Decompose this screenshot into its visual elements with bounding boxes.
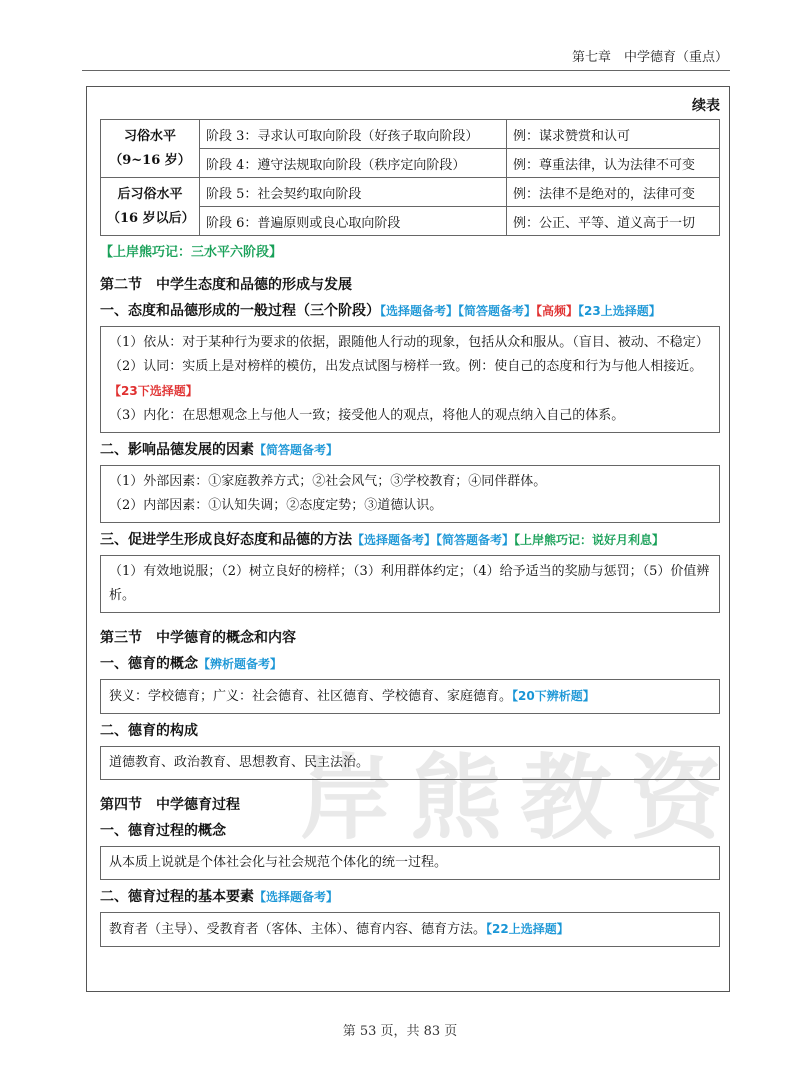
- box-line: （2）内部因素：①认知失调；②态度定势；③道德认识。: [109, 498, 443, 513]
- tag-choice: 【选择题备考】: [380, 304, 459, 318]
- tag-high-frequency: 【高频】: [536, 304, 579, 318]
- content-box: 从本质上说就是个体社会化与社会规范个体化的统一过程。: [100, 846, 720, 880]
- level-cell: [101, 178, 200, 236]
- subsection-heading: [100, 529, 720, 551]
- tag-exam: 【23下选择题】: [109, 384, 198, 398]
- section-title: 第三节 中学德育的概念和内容: [100, 630, 296, 646]
- stage-cell: 阶段 6：普遍原则或良心取向阶段: [200, 207, 507, 236]
- tag-choice: 【选择题备考】: [254, 890, 339, 904]
- box-text: 教育者（主导）、受教育者（客体、主体）、德育内容、德育方法。: [109, 922, 487, 937]
- level-conventional-age: （9~16 岁）: [109, 152, 191, 168]
- box-line: （1）依从：对于某种行为要求的依据，跟随他人行动的现象，包括从众和服从。（盲目、被动、不稳定）: [109, 335, 709, 350]
- heading-text: 二、德育过程的基本要素: [100, 889, 254, 905]
- tag-short-answer: 【简答题备考】: [436, 533, 515, 547]
- stage-cell: 阶段 5：社会契约取向阶段: [200, 178, 507, 207]
- page-footer: 第 53 页，共 83 页: [342, 1024, 458, 1039]
- continued-label: 续表: [692, 98, 720, 114]
- heading-text: 三、促进学生形成良好态度和品德的方法: [100, 532, 352, 548]
- subsection-heading: [100, 439, 720, 461]
- memory-tip: 【上岸熊巧记：三水平六阶段】: [100, 245, 283, 260]
- watermark-text: 岸熊教资: [300, 745, 741, 852]
- subsection-heading: 一、德育过程的概念: [100, 823, 226, 839]
- subsection-heading: 二、德育的构成: [100, 723, 198, 739]
- tag-short-answer: 【简答题备考】: [254, 443, 339, 457]
- header-divider: [82, 70, 730, 71]
- line-text: （2）认同：实质上是对榜样的模仿，出发点试图与榜样一致。例：使自己的态度和行为与他人相接近。: [109, 359, 703, 374]
- section-title: 第二节 中学生态度和品德的形成与发展: [100, 277, 352, 293]
- stage-cell: 阶段 4：遵守法规取向阶段（秩序定向阶段）: [200, 149, 507, 178]
- subsection-heading: [100, 300, 720, 322]
- table-row: [101, 178, 720, 207]
- stage-table: [100, 119, 720, 236]
- section-title: 第四节 中学德育过程: [100, 797, 240, 813]
- box-line: （3）内化：在思想观念上与他人一致；接受他人的观点，将他人的观点纳入自己的体系。: [109, 408, 625, 423]
- content-box: 道德教育、政治教育、思想教育、民主法治。: [100, 746, 720, 780]
- tag-exam: 【20下辨析题】: [512, 689, 595, 703]
- tag-choice: 【选择题备考】: [352, 533, 437, 547]
- subsection-heading: [100, 886, 720, 908]
- content-box: [100, 465, 720, 523]
- level-postconventional-age: （16 岁以后）: [107, 210, 195, 226]
- tag-exam: 【23上选择题】: [578, 304, 661, 318]
- example-cell: 例：谋求赞赏和认可: [507, 120, 720, 149]
- level-postconventional-name: 后习俗水平: [117, 186, 183, 202]
- heading-text: 一、德育的概念: [100, 656, 198, 672]
- heading-text: 一、态度和品德形成的一般过程（三个阶段）: [100, 303, 380, 319]
- level-conventional-name: 习俗水平: [123, 128, 176, 144]
- example-cell: 例：法律不是绝对的，法律可变: [507, 178, 720, 207]
- content-box: [100, 679, 720, 714]
- level-cell: [101, 120, 200, 178]
- example-cell: 例：公正、平等、道义高于一切: [507, 207, 720, 236]
- subsection-heading: [100, 653, 720, 675]
- content-box: （1）有效地说服；（2）树立良好的榜样；（3）利用群体约定；（4）给予适当的奖励与惩罚；（5）价值辨析。: [100, 555, 720, 613]
- box-line: [109, 355, 711, 404]
- table-row: [101, 120, 720, 149]
- main-content: [100, 95, 720, 947]
- box-line: （1）外部因素：①家庭教养方式；②社会风气；③学校教育；④同伴群体。: [109, 474, 547, 489]
- heading-text: 二、影响品德发展的因素: [100, 442, 254, 458]
- tag-analysis: 【辨析题备考】: [198, 657, 283, 671]
- stage-cell: 阶段 3：寻求认可取向阶段（好孩子取向阶段）: [200, 120, 507, 149]
- tag-exam: 【22上选择题】: [486, 922, 569, 936]
- chapter-header: 第七章 中学德育（重点）: [571, 50, 728, 65]
- box-text: 狭义：学校德育；广义：社会德育、社区德育、学校德育、家庭德育。: [109, 689, 513, 704]
- tag-short-answer: 【简答题备考】: [458, 304, 537, 318]
- content-box: [100, 326, 720, 433]
- example-cell: 例：尊重法律，认为法律不可变: [507, 149, 720, 178]
- content-box: [100, 912, 720, 947]
- tag-memory-tip: 【上岸熊巧记：说好月利息】: [514, 533, 665, 547]
